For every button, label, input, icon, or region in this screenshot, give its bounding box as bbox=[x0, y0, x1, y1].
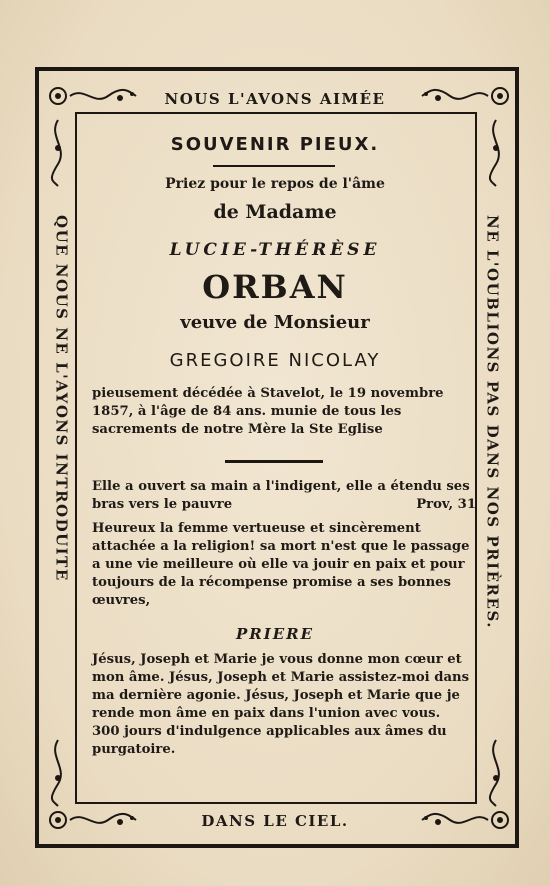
quote-reference: Prov, 31 bbox=[416, 497, 476, 512]
indulgence-text: 300 jours d'indulgence applicables aux âmes du purgatoire. bbox=[92, 724, 447, 757]
death-notice: pieusement décédée à Stavelot, le 19 novembre 1857, à l'âge de 84 ans. munie de tous les sacrements de notre Mère la Ste Eglise bbox=[92, 386, 444, 437]
surname: ORBAN bbox=[202, 268, 348, 306]
prayer-block bbox=[92, 651, 476, 759]
title-line: de Madame bbox=[213, 201, 337, 223]
border-right-text: NE L'OUBLIONS PAS DANS NOS PRIÈRES. bbox=[483, 215, 502, 629]
card-heading: SOUVENIR PIEUX. bbox=[170, 134, 380, 155]
quote-text: Elle a ouvert sa main a l'indigent, elle a étendu ses bras vers le pauvre bbox=[92, 479, 470, 512]
prayer-title: PRIERE bbox=[235, 625, 315, 643]
husband-name: GREGOIRE NICOLAY bbox=[169, 350, 381, 371]
border-top-text: NOUS L'AVONS AIMÉE bbox=[164, 90, 386, 108]
divider bbox=[213, 165, 335, 167]
bible-quote bbox=[92, 478, 476, 514]
eulogy: Heureux la femme vertueuse et sincèrement attachée a la religion! sa mort n'est que le passage a une vie meilleure où elle va jouir en paix et pour toujours de la récompense promise a ses bonnes œuvres, bbox=[92, 521, 470, 608]
prayer-text: Jésus, Joseph et Marie je vous donne mon cœur et mon âme. Jésus, Joseph et Marie assistez-moi dans ma dernière agonie. Jésus, Joseph et Marie que je rende mon âme en paix dans l'union avec vous. bbox=[92, 652, 470, 721]
intro-line: Priez pour le repos de l'âme bbox=[165, 176, 385, 192]
given-names: LUCIE-THÉRÈSE bbox=[169, 240, 381, 260]
border-bottom-text: DANS LE CIEL. bbox=[201, 812, 349, 830]
widow-line: veuve de Monsieur bbox=[180, 312, 370, 333]
border-left-text: QUE NOUS NE L'AYONS INTRODUITE bbox=[52, 215, 71, 582]
divider bbox=[225, 460, 323, 463]
